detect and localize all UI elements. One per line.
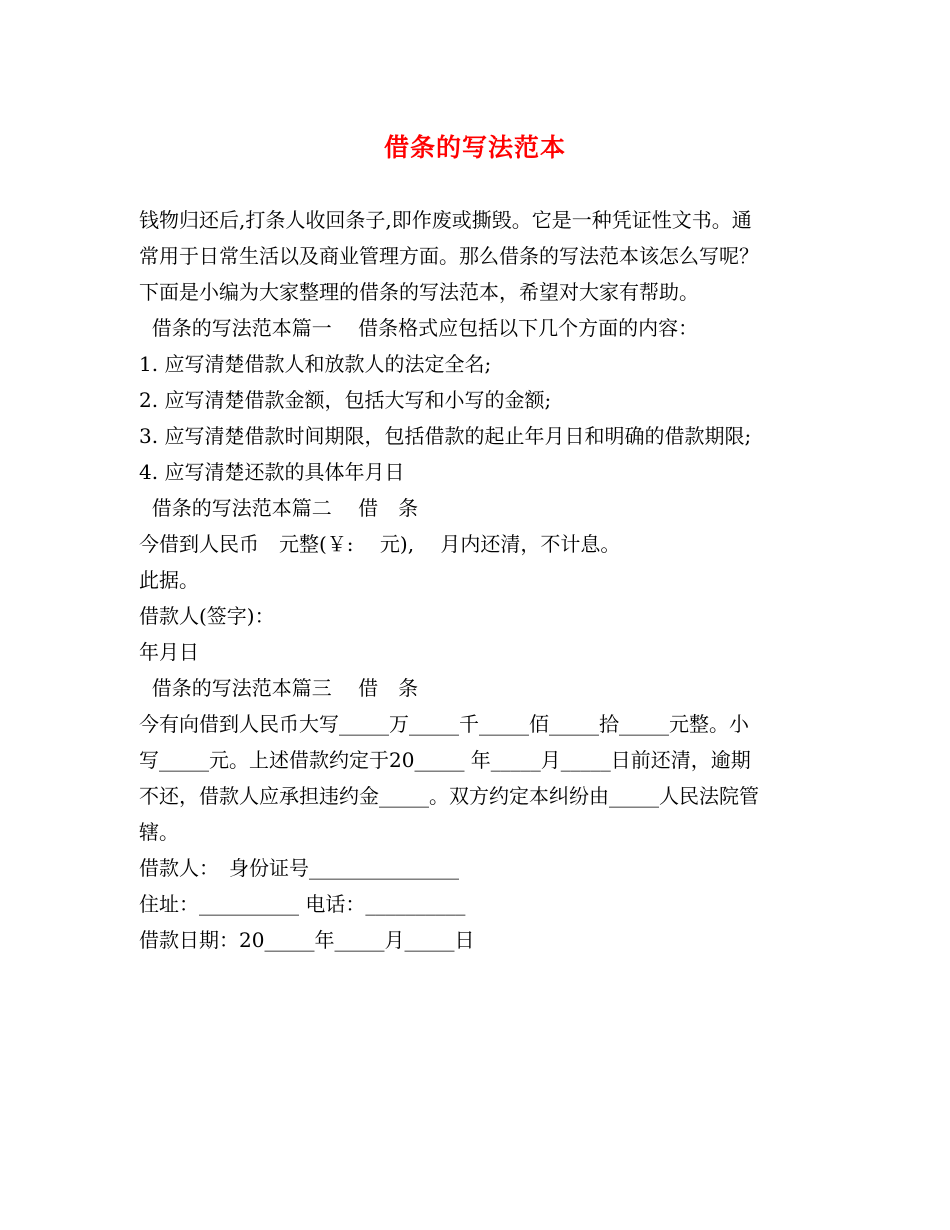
section-three-line-2: 写_____元。上述借款约定于20_____ 年_____月_____日前还清，逾期 bbox=[139, 748, 751, 772]
intro-line-1: 钱物归还后,打条人收回条子,即作废或撕毁。它是一种凭证性文书。通 bbox=[139, 208, 752, 232]
document-body bbox=[139, 202, 819, 958]
section-three-heading: 借条的写法范本篇三 借 条 bbox=[139, 676, 419, 700]
intro-line-3: 下面是小编为大家整理的借条的写法范本，希望对大家有帮助。 bbox=[139, 280, 699, 304]
section-three-line-3: 不还，借款人应承担违约金_____。双方约定本纠纷由_____人民法院管 bbox=[139, 784, 759, 808]
intro-line-2: 常用于日常生活以及商业管理方面。那么借条的写法范本该怎么写呢？ bbox=[139, 244, 759, 268]
list-item-3: 3. 应写清楚借款时间期限，包括借款的起止年月日和明确的借款期限; bbox=[139, 424, 752, 448]
section-three-line-1: 今有向借到人民币大写_____万_____千_____佰_____拾_____元整。小 bbox=[139, 712, 749, 736]
document-title: 借条的写法范本 bbox=[383, 133, 566, 162]
section-two-closing: 此据。 bbox=[139, 568, 199, 592]
list-item-4: 4. 应写清楚还款的具体年月日 bbox=[139, 460, 405, 484]
list-item-1: 1. 应写清楚借款人和放款人的法定全名; bbox=[139, 352, 492, 376]
section-one-heading: 借条的写法范本篇一 借条格式应包括以下几个方面的内容： bbox=[139, 316, 699, 340]
borrower-id-line: 借款人： 身份证号_______________ bbox=[139, 856, 459, 880]
list-item-2: 2. 应写清楚借款金额，包括大写和小写的金额; bbox=[139, 388, 552, 412]
section-two-text: 今借到人民币 元整(￥: 元), 月内还清，不计息。 bbox=[139, 532, 621, 556]
loan-date-line: 借款日期：20_____年_____月_____日 bbox=[139, 928, 475, 952]
date-line: 年月日 bbox=[139, 640, 199, 664]
section-two-heading: 借条的写法范本篇二 借 条 bbox=[139, 496, 419, 520]
address-phone-line: 住址：__________ 电话：__________ bbox=[139, 892, 466, 916]
section-three-line-4: 辖。 bbox=[139, 820, 179, 844]
borrower-signature-line: 借款人(签字)： bbox=[139, 604, 275, 628]
